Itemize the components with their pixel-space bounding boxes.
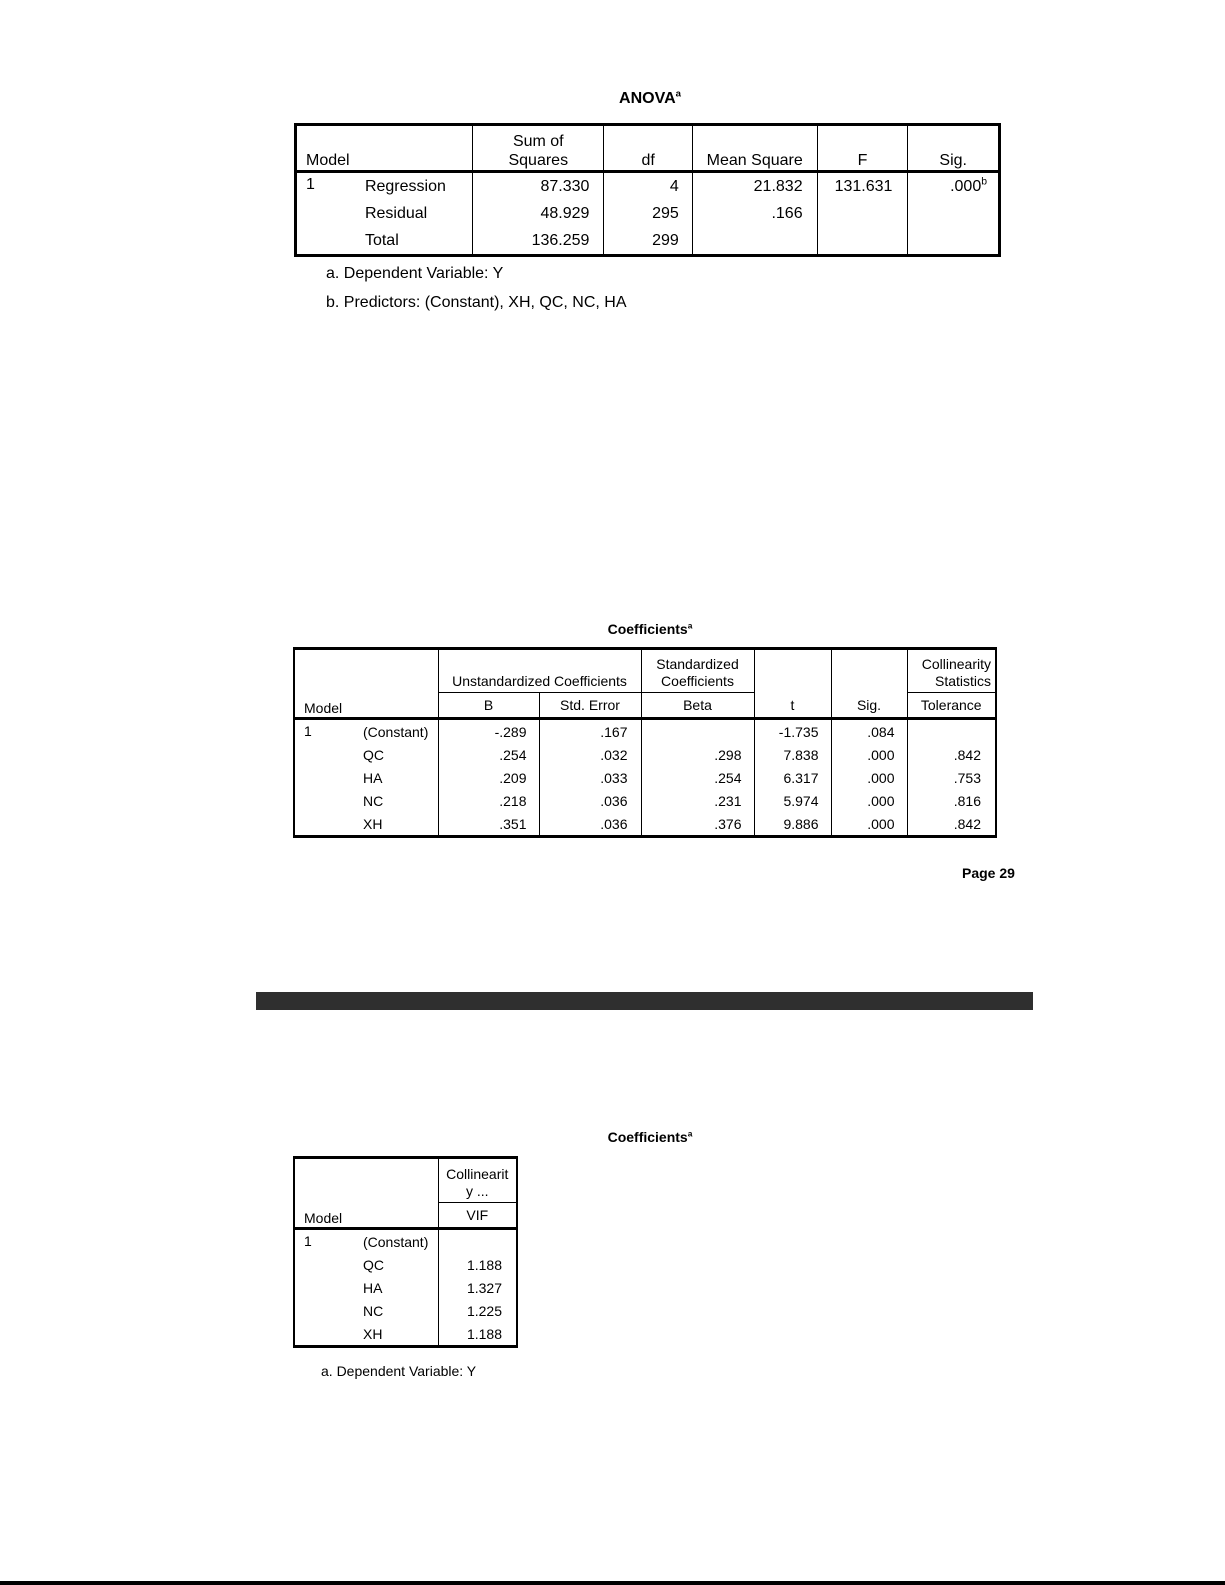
- table-row: [294, 789, 996, 812]
- table-row: [294, 1229, 517, 1254]
- anova-cell-ms: 21.832: [692, 172, 817, 201]
- coefficients-cell-tolerance: .816: [907, 789, 996, 812]
- coefficients-cell-t: 6.317: [754, 766, 831, 789]
- coefficients-cell-tolerance: .842: [907, 812, 996, 837]
- coefficients-header-model: Model: [294, 649, 438, 719]
- coefficients-cell-tolerance: .753: [907, 766, 996, 789]
- anova-cell-ss: 48.929: [473, 200, 604, 227]
- coefficients-row-label: NC: [363, 792, 384, 809]
- vif-cell-value: 1.188: [438, 1322, 517, 1347]
- vif-footnote-a: a. Dependent Variable: Y: [321, 1363, 477, 1379]
- coefficients-cell-beta: [641, 719, 754, 744]
- anova-row-label: Residual: [364, 204, 428, 222]
- coefficients-cell-beta: .254: [641, 766, 754, 789]
- anova-footnote-a: a. Dependent Variable: Y: [326, 265, 504, 282]
- page-separator: [256, 992, 1033, 1010]
- anova-cell-ms: .166: [692, 200, 817, 227]
- coefficients-model-number: 1: [304, 723, 312, 739]
- coefficients-header-sig: Sig.: [831, 649, 907, 719]
- anova-cell-ms: [692, 227, 817, 256]
- anova-table: [294, 123, 1001, 257]
- coefficients-cell-sig: .000: [831, 812, 907, 837]
- vif-row-label: NC: [363, 1302, 384, 1319]
- coefficients-cell-t: 7.838: [754, 743, 831, 766]
- coefficients-cell-beta: .231: [641, 789, 754, 812]
- coefficients-cell-b: .254: [438, 743, 539, 766]
- coefficients-cell-std-error: .036: [539, 789, 641, 812]
- anova-row-label: Total: [364, 231, 399, 249]
- anova-row-label: Regression: [364, 177, 446, 195]
- coefficients-vif-table: [293, 1156, 518, 1348]
- vif-row-label: (Constant): [363, 1233, 429, 1250]
- table-row: [294, 719, 996, 744]
- coefficients-cell-beta: .376: [641, 812, 754, 837]
- vif-row-label: XH: [363, 1325, 383, 1342]
- anova-header-f: F: [817, 125, 908, 172]
- coefficients-cell-sig: .000: [831, 789, 907, 812]
- anova-cell-f: [817, 200, 908, 227]
- anova-cell-ss: 87.330: [473, 172, 604, 201]
- coefficients-cell-std-error: .032: [539, 743, 641, 766]
- coefficients-cell-sig: .000: [831, 743, 907, 766]
- anova-footnote-b: b. Predictors: (Constant), XH, QC, NC, HA: [326, 294, 627, 311]
- coefficients-header-t: t: [754, 649, 831, 719]
- vif-header-vif: VIF: [438, 1203, 517, 1229]
- coefficients-cell-b: .351: [438, 812, 539, 837]
- anova-cell-sig: .000$^b$: [908, 172, 1000, 201]
- coefficients-cell-tolerance: [907, 719, 996, 744]
- coefficients-cell-std-error: .033: [539, 766, 641, 789]
- coefficients-header-tolerance: Tolerance: [907, 693, 996, 719]
- coefficients-cell-b: .218: [438, 789, 539, 812]
- anova-header-row: [296, 125, 1000, 172]
- vif-header-row-1: [294, 1158, 517, 1203]
- vif-cell-value: 1.327: [438, 1276, 517, 1299]
- anova-cell-sig: [908, 227, 1000, 256]
- coefficients-header-b: B: [438, 693, 539, 719]
- coefficients-cell-b: -.289: [438, 719, 539, 744]
- coefficients-header-collinearity: Collinearity Statistics: [907, 649, 996, 693]
- table-row: [296, 172, 1000, 201]
- vif-row-label: QC: [363, 1256, 384, 1273]
- coefficients-cell-std-error: .036: [539, 812, 641, 837]
- coefficients-row-label: XH: [363, 815, 383, 832]
- anova-cell-f: [817, 227, 908, 256]
- coefficients-cell-sig: .084: [831, 719, 907, 744]
- vif-cell-value: [438, 1229, 517, 1254]
- vif-cell-value: 1.188: [438, 1253, 517, 1276]
- coefficients-cell-t: -1.735: [754, 719, 831, 744]
- vif-header-collinearity: Collinearit y ...: [438, 1158, 517, 1203]
- coefficients-cell-b: .209: [438, 766, 539, 789]
- anova-model-number: 1: [306, 176, 315, 193]
- coefficients-cell-t: 9.886: [754, 812, 831, 837]
- table-row: [294, 766, 996, 789]
- table-row: [294, 812, 996, 837]
- coefficients-row-label: QC: [363, 746, 384, 763]
- coefficients-table: [293, 647, 997, 838]
- coefficients-cell-t: 5.974: [754, 789, 831, 812]
- vif-header-model: Model: [294, 1158, 438, 1229]
- vif-row-label: HA: [363, 1279, 383, 1296]
- anova-header-mean-square: Mean Square: [692, 125, 817, 172]
- table-row: [296, 200, 1000, 227]
- page-bottom-border: [0, 1581, 1225, 1585]
- table-row: [294, 743, 996, 766]
- anova-header-model: Model: [296, 125, 473, 172]
- page-number: Page 29: [962, 865, 1015, 881]
- coefficients-header-std-error: Std. Error: [539, 693, 641, 719]
- coefficients-title: Coefficients$^a$: [607, 620, 693, 637]
- anova-cell-sig: [908, 200, 1000, 227]
- coefficients-row-label: (Constant): [363, 723, 429, 740]
- coefficients-cell-beta: .298: [641, 743, 754, 766]
- anova-header-df: df: [604, 125, 692, 172]
- coefficients-cell-tolerance: .842: [907, 743, 996, 766]
- coefficients-vif-title: Coefficients$^a$: [607, 1128, 693, 1145]
- anova-header-sig: Sig.: [908, 125, 1000, 172]
- anova-cell-f: 131.631: [817, 172, 908, 201]
- vif-cell-value: 1.225: [438, 1299, 517, 1322]
- anova-cell-df: 4: [604, 172, 692, 201]
- vif-model-number: 1: [304, 1233, 312, 1249]
- coefficients-row-label: HA: [363, 769, 383, 786]
- anova-cell-df: 299: [604, 227, 692, 256]
- anova-cell-df: 295: [604, 200, 692, 227]
- anova-cell-ss: 136.259: [473, 227, 604, 256]
- table-row: [296, 227, 1000, 256]
- coefficients-cell-sig: .000: [831, 766, 907, 789]
- coefficients-header-standardized: Standardized Coefficients: [641, 649, 754, 693]
- anova-header-sum-of-squares: Sum of Squares: [473, 125, 604, 172]
- coefficients-cell-std-error: .167: [539, 719, 641, 744]
- coefficients-header-unstandardized: Unstandardized Coefficients: [438, 649, 641, 693]
- coefficients-header-beta: Beta: [641, 693, 754, 719]
- coefficients-header-row-1: [294, 649, 996, 693]
- anova-title: ANOVA$^a$: [619, 88, 681, 107]
